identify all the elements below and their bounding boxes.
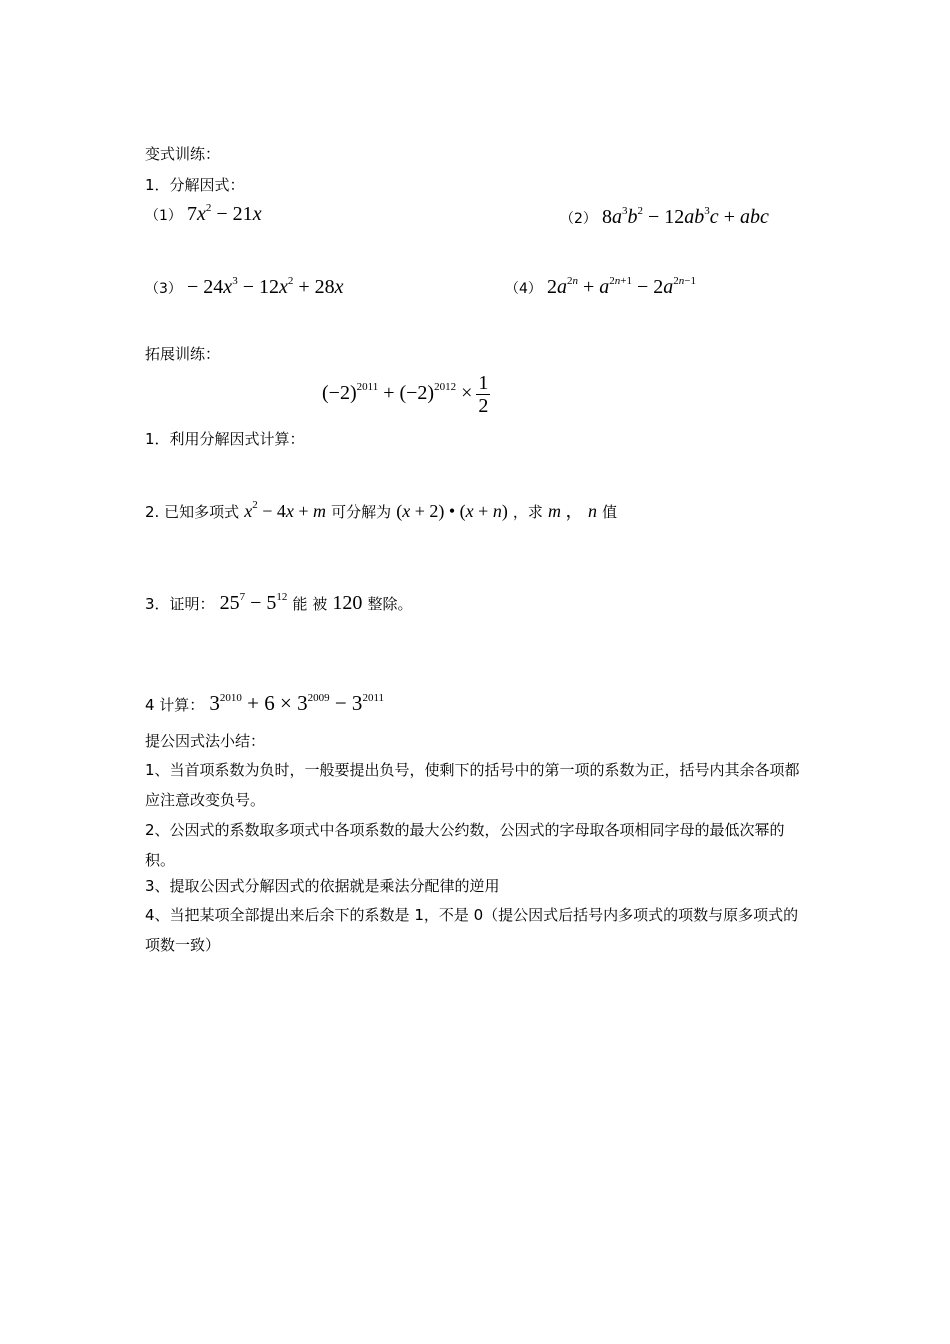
item-3 <box>145 276 344 299</box>
item-1 <box>145 203 262 226</box>
q2-factors: (x + 2) • (x + n) <box>396 501 508 521</box>
q2-mid: 可分解为 <box>331 503 392 521</box>
item-4-expr: $2a^{2n} + a^{2n+1} - 2a^{2n-1}$ <box>547 275 697 298</box>
variant-title: 变式训练： <box>145 145 221 163</box>
summary-point-3: 3、提取公因式分解因式的依据就是乘法分配律的逆用 <box>145 877 500 895</box>
item-4-label: （4） <box>505 281 542 297</box>
q4-expr: $3^{2010} + 6 \times 3^{2009} - 3^{2011}$ <box>209 691 385 715</box>
item-2-expr: $8a^3b^2 - 12ab^3c$ + abc <box>602 205 769 228</box>
q2-vars: m ， n <box>548 501 598 521</box>
summary-title: 提公因式法小结： <box>145 732 266 750</box>
extension-q1: 1．利用分解因式计算： <box>145 430 305 448</box>
q2-poly: $x^2 - 4x + m$ <box>244 499 326 521</box>
extension-q3 <box>145 592 413 615</box>
extension-title: 拓展训练： <box>145 345 221 363</box>
item-3-expr: − $24x^3 - 12x^2 + 28x$ <box>187 275 344 298</box>
q2-prefix: 2. 已知多项式 <box>145 503 240 521</box>
q2-tail: 值 <box>602 503 618 521</box>
q3-mid: 能 被 <box>292 595 328 613</box>
extension-expr: $(-2)^{2011} + (-2)^{2012}$ × $\frac{1}{2}$ <box>322 372 489 417</box>
fraction: $\frac{1}{2}$ <box>478 372 489 417</box>
summary-point-1: 1、当首项系数为负时，一般要提出负号，使剩下的括号中的第一项的系数为正，括号内其余各项都应注意改变负号。 <box>145 761 800 809</box>
summary-point-2: 2、公因式的系数取多项式中各项系数的最大公约数，公因式的字母取各项相同字母的最低次幂的积。 <box>145 821 785 869</box>
item-3-label: （3） <box>145 281 182 297</box>
q3-expr: $25^7 - 5^{12}$ <box>219 591 288 614</box>
summary-point-4: 4、当把某项全部提出来后余下的系数是 1，不是 0（提公因式后括号内多项式的项数与原多项式的项数一致） <box>145 906 799 954</box>
item-2 <box>560 206 769 229</box>
variant-q1: 1．分解因式： <box>145 176 245 194</box>
item-4 <box>505 276 696 299</box>
item-1-expr: $7x^2 - 21x$ <box>187 202 262 225</box>
extension-q2 <box>145 497 617 523</box>
item-2-label: （2） <box>560 211 597 227</box>
item-1-label: （1） <box>145 208 182 224</box>
q3-prefix: 3．证明： <box>145 595 215 613</box>
q3-end: 整除。 <box>367 595 413 613</box>
q3-num: 120 <box>332 592 363 614</box>
q4-prefix: 4 计算： <box>145 696 205 714</box>
q2-end: ，求 <box>512 503 543 521</box>
extension-q4 <box>145 691 384 716</box>
